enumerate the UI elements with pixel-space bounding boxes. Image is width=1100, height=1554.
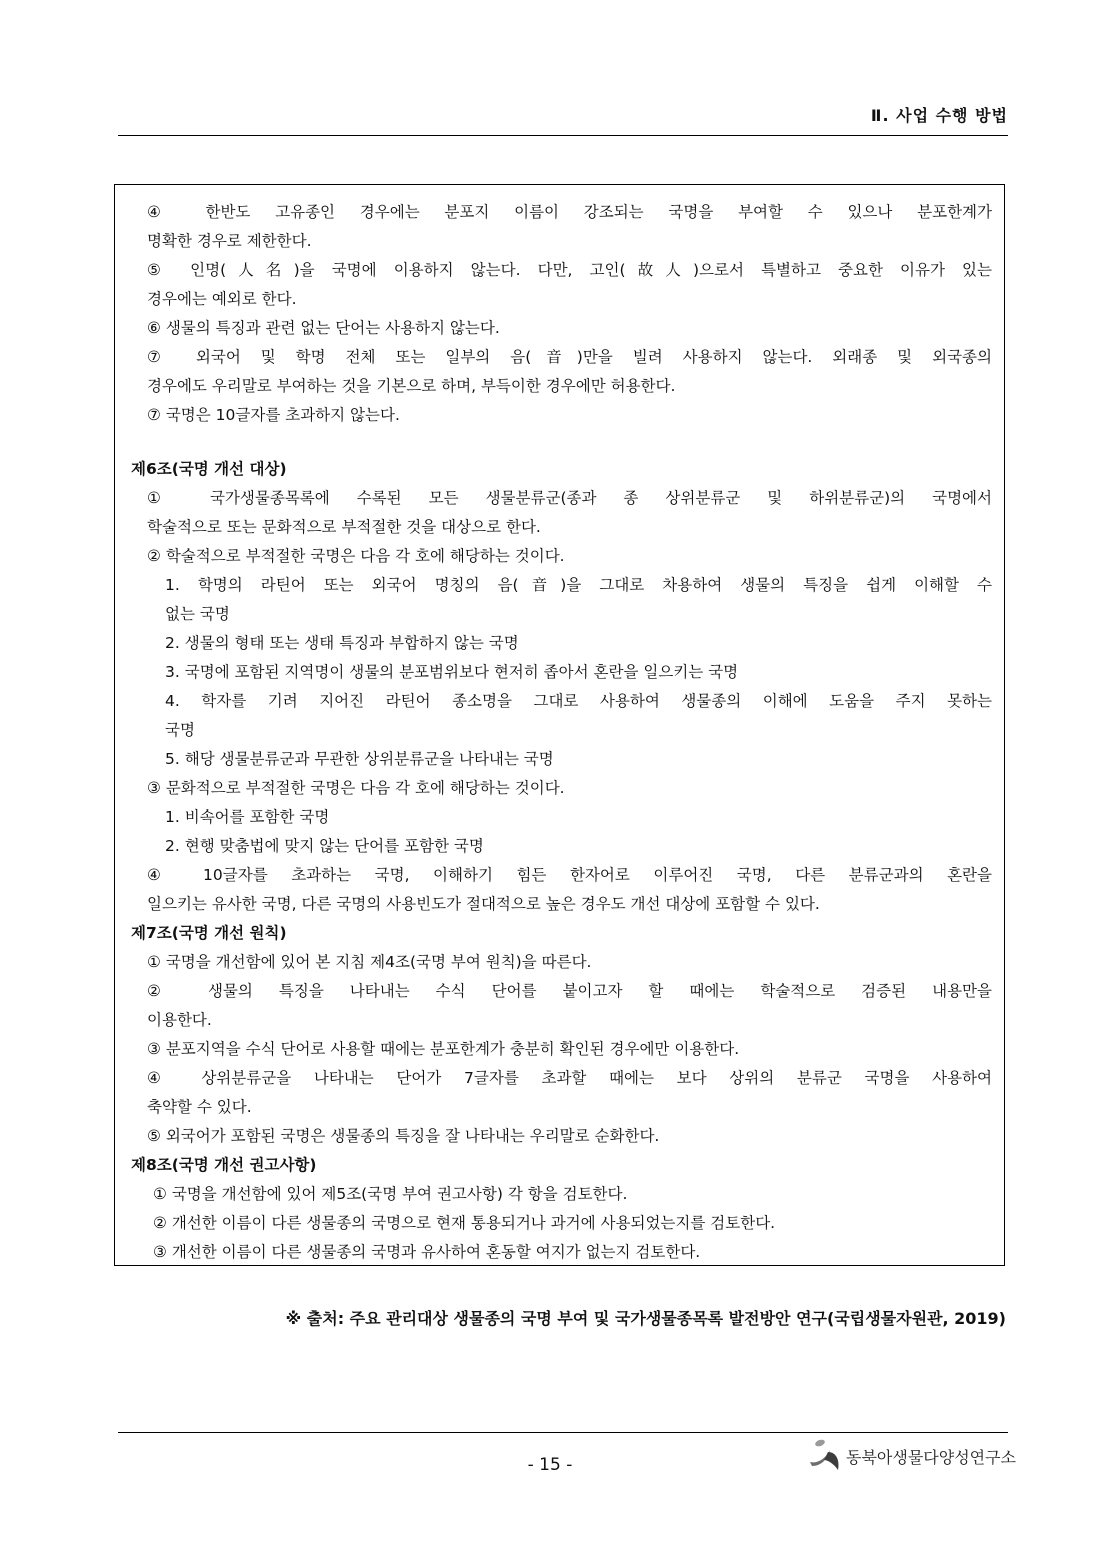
box-line: ⑥ 생물의 특징과 관련 없는 단어는 사용하지 않는다. <box>147 319 500 337</box>
box-line: 3. 국명에 포함된 지역명이 생물의 분포범위보다 현저히 좁아서 혼란을 일으키는 국명 <box>165 663 739 681</box>
org-name: 동북아생물다양성연구소 <box>846 1448 1017 1467</box>
guideline-box <box>114 184 1005 1266</box>
box-line: ① 국가생물종목록에 수록된 모든 생물분류군(종과 종 상위분류군 및 하위분류군)의 국명에서 <box>147 489 992 507</box>
box-line: ② 학술적으로 부적절한 국명은 다음 각 호에 해당하는 것이다. <box>147 547 565 565</box>
box-line: ③ 개선한 이름이 다른 생물종의 국명과 유사하여 혼동할 여지가 없는지 검토한다. <box>153 1243 701 1261</box>
box-line: 학술적으로 또는 문화적으로 부적절한 것을 대상으로 한다. <box>147 518 541 536</box>
box-line: 경우에는 예외로 한다. <box>147 290 297 308</box>
section-header: Ⅱ. 사업 수행 방법 <box>870 106 1008 125</box>
box-line: ② 개선한 이름이 다른 생물종의 국명으로 현재 통용되거나 과거에 사용되었는지를 검토한다. <box>153 1214 776 1232</box>
box-line: 1. 학명의 라틴어 또는 외국어 명칭의 음(音)을 그대로 차용하여 생물의 특징을 쉽게 이해할 수 <box>165 576 992 594</box>
article-6-heading: 제6조(국명 개선 대상) <box>131 460 287 478</box>
box-line: ④ 10글자를 초과하는 국명, 이해하기 힘든 한자어로 이루어진 국명, 다른 분류군과의 혼란을 <box>147 866 992 884</box>
box-line: 4. 학자를 기려 지어진 라틴어 종소명을 그대로 사용하여 생물종의 이해에 도움을 주지 못하는 <box>165 692 992 710</box>
box-line: 일으키는 유사한 국명, 다른 국명의 사용빈도가 절대적으로 높은 경우도 개선 대상에 포함할 수 있다. <box>147 895 820 913</box>
box-line: ① 국명을 개선함에 있어 제5조(국명 부여 권고사항) 각 항을 검토한다. <box>153 1185 628 1203</box>
box-line: ⑦ 외국어 및 학명 전체 또는 일부의 음(音)만을 빌려 사용하지 않는다. 외래종 및 외국종의 <box>147 348 992 366</box>
header-divider <box>118 135 1008 136</box>
source-note: ※ 출처: 주요 관리대상 생물종의 국명 부여 및 국가생물종목록 발전방안 연구(국립생물자원관, 2019) <box>285 1309 1006 1328</box>
box-line: ⑤ 외국어가 포함된 국명은 생물종의 특징을 잘 나타내는 우리말로 순화한다. <box>147 1127 660 1145</box>
org-logo <box>808 1438 1017 1472</box>
box-line: ② 생물의 특징을 나타내는 수식 단어를 붙이고자 할 때에는 학술적으로 검증된 내용만을 <box>147 982 992 1000</box>
article-8-heading: 제8조(국명 개선 권고사항) <box>131 1156 317 1174</box>
box-line: 국명 <box>165 721 195 739</box>
box-line: ③ 분포지역을 수식 단어로 사용할 때에는 분포한계가 충분히 확인된 경우에만 이용한다. <box>147 1040 740 1058</box>
box-line: 이용한다. <box>147 1011 212 1029</box>
box-line: ⑦ 국명은 10글자를 초과하지 않는다. <box>147 406 400 424</box>
box-line: 2. 생물의 형태 또는 생태 특징과 부합하지 않는 국명 <box>165 634 519 652</box>
page-number: - 15 - <box>527 1455 573 1475</box>
leaf-swoosh-logo-icon <box>808 1438 844 1472</box>
box-line: 경우에도 우리말로 부여하는 것을 기본으로 하며, 부득이한 경우에만 허용한다. <box>147 377 676 395</box>
box-line: 2. 현행 맞춤법에 맞지 않는 단어를 포함한 국명 <box>165 837 484 855</box>
box-line: ⑤ 인명(人名)을 국명에 이용하지 않는다. 다만, 고인(故人)으로서 특별하고 중요한 이유가 있는 <box>147 261 992 279</box>
box-line: ④ 한반도 고유종인 경우에는 분포지 이름이 강조되는 국명을 부여할 수 있으나 분포한계가 <box>147 203 992 221</box>
box-line: 5. 해당 생물분류군과 무관한 상위분류군을 나타내는 국명 <box>165 750 554 768</box>
box-line: ④ 상위분류군을 나타내는 단어가 7글자를 초과할 때에는 보다 상위의 분류군 국명을 사용하여 <box>147 1069 992 1087</box>
box-line: 축약할 수 있다. <box>147 1098 252 1116</box>
footer-divider <box>118 1432 1008 1433</box>
box-line: 1. 비속어를 포함한 국명 <box>165 808 330 826</box>
article-7-heading: 제7조(국명 개선 원칙) <box>131 924 287 942</box>
box-line: 없는 국명 <box>165 605 230 623</box>
box-line: ③ 문화적으로 부적절한 국명은 다음 각 호에 해당하는 것이다. <box>147 779 565 797</box>
box-line: 명확한 경우로 제한한다. <box>147 232 312 250</box>
box-line: ① 국명을 개선함에 있어 본 지침 제4조(국명 부여 원칙)을 따른다. <box>147 953 592 971</box>
